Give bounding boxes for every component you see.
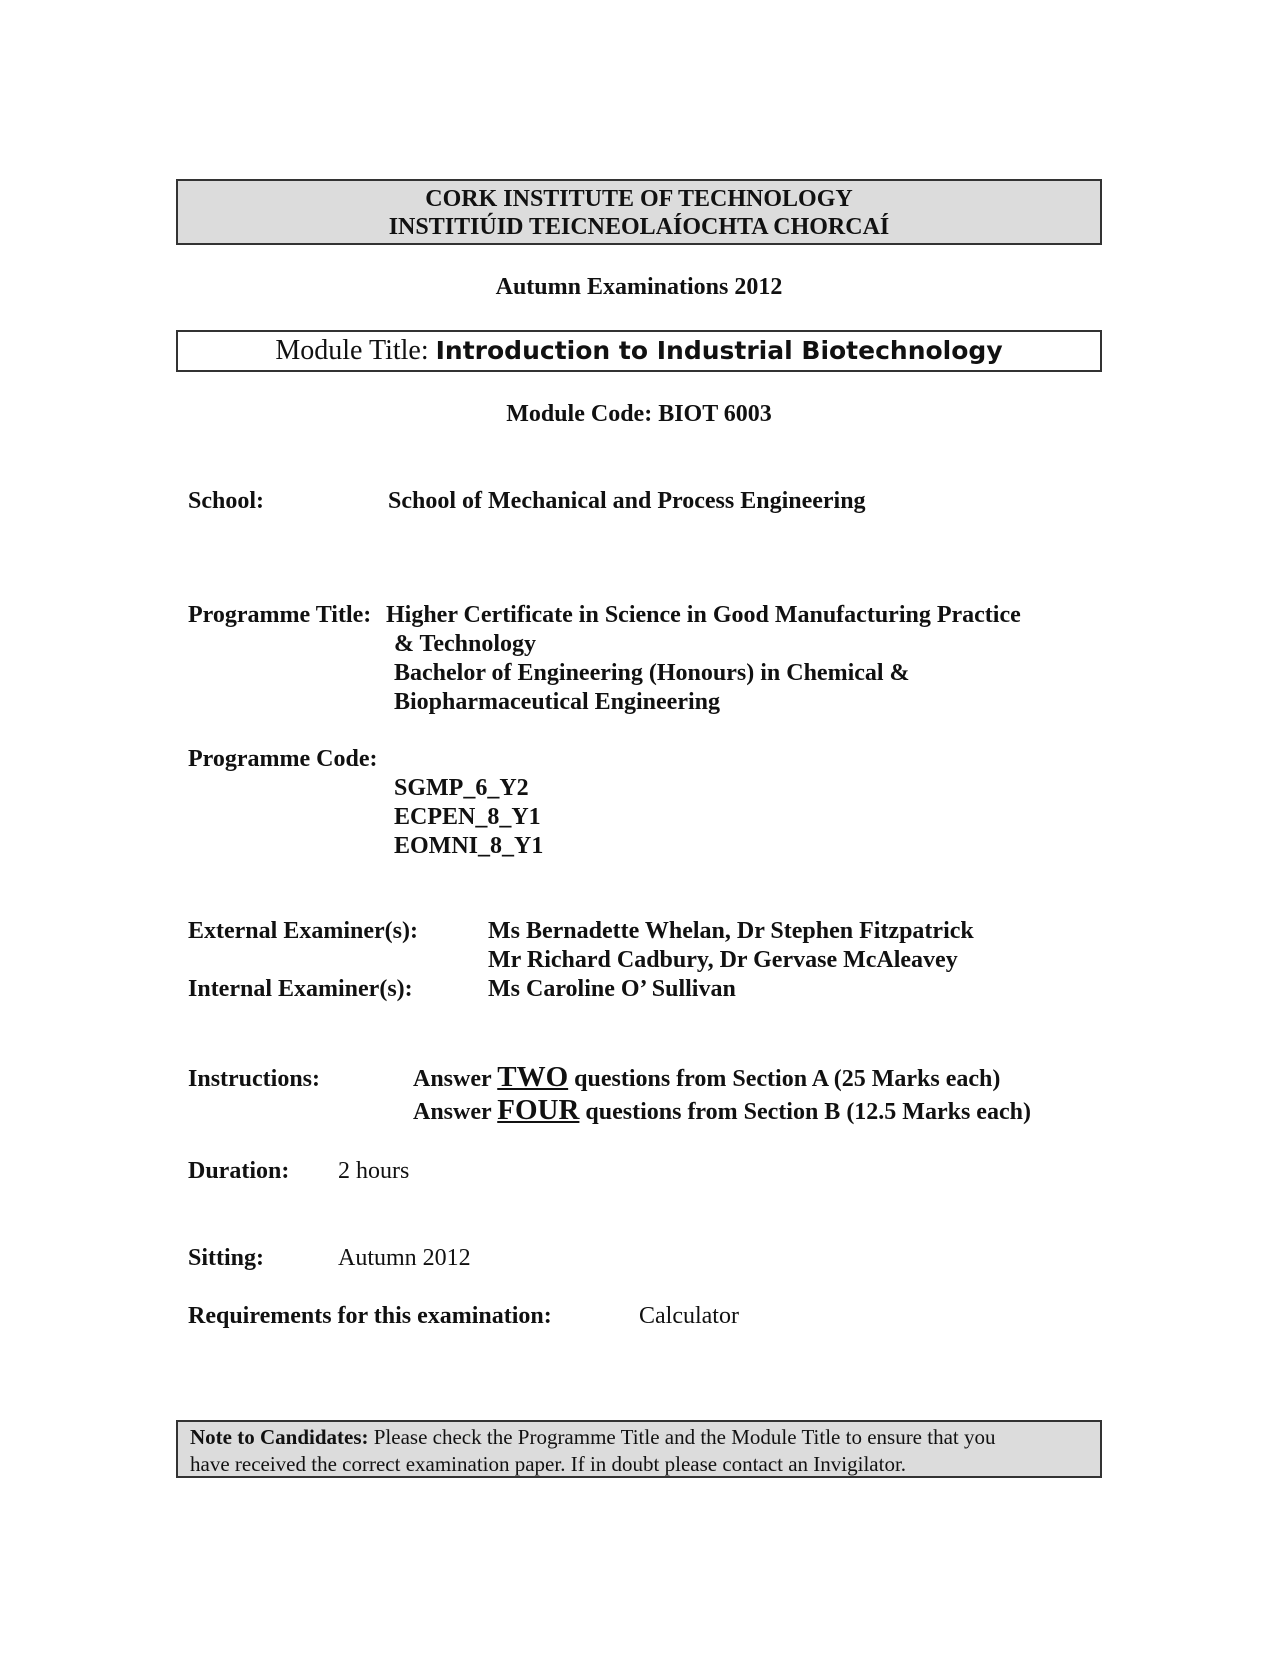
note-text: Please check the Programme Title and the Module Title to ensure that you (373, 1425, 996, 1449)
duration-label: Duration: (188, 1158, 290, 1184)
institution-header (176, 179, 1102, 245)
programme-code: EOMNI_8_Y1 (394, 833, 544, 859)
external-examiners-line: Mr Richard Cadbury, Dr Gervase McAleavey (488, 947, 958, 973)
exam-session: Autumn Examinations 2012 (495, 274, 783, 300)
institution-name-ga: INSTITIÚID TEICNEOLAÍOCHTA CHORCAÍ (388, 214, 890, 240)
instruction-suffix: questions from Section A (25 Marks each) (574, 1066, 1001, 1092)
note-text: have received the correct examination paper. If in doubt please contact an Invigilator. (190, 1452, 907, 1476)
internal-examiners-value: Ms Caroline O’ Sullivan (488, 976, 736, 1002)
external-examiners-label: External Examiner(s): (188, 918, 418, 944)
sitting-label: Sitting: (188, 1245, 265, 1271)
programme-title-line: & Technology (394, 631, 537, 657)
external-examiners-line: Ms Bernadette Whelan, Dr Stephen Fitzpatrick (488, 918, 974, 944)
sitting-value: Autumn 2012 (338, 1245, 471, 1271)
programme-code: ECPEN_8_Y1 (394, 804, 541, 830)
note-line (190, 1424, 1088, 1451)
programme-title-line: Higher Certificate in Science in Good Manufacturing Practice (386, 602, 1021, 628)
instruction-suffix: questions from Section B (12.5 Marks each) (585, 1099, 1031, 1125)
programme-title-label: Programme Title: (188, 602, 372, 628)
programme-code-label: Programme Code: (188, 746, 378, 772)
instruction-emphasis: TWO (497, 1061, 569, 1093)
school-label: School: (188, 488, 265, 514)
module-title-box (176, 330, 1102, 372)
module-title: Introduction to Industrial Biotechnology (435, 336, 1003, 365)
instruction-emphasis: FOUR (497, 1094, 580, 1126)
duration-value: 2 hours (338, 1158, 410, 1184)
programme-code: SGMP_6_Y2 (394, 775, 529, 801)
note-label: Note to Candidates: (190, 1425, 369, 1449)
internal-examiners-label: Internal Examiner(s): (188, 976, 413, 1002)
requirements-label: Requirements for this examination: (188, 1303, 552, 1329)
programme-title-line: Biopharmaceutical Engineering (394, 689, 720, 715)
module-title-label: Module Title: (275, 335, 429, 366)
instructions-label: Instructions: (188, 1066, 321, 1092)
module-code: Module Code: BIOT 6003 (506, 401, 772, 427)
instruction-line (413, 1096, 1031, 1127)
instruction-prefix: Answer (413, 1066, 492, 1092)
requirements-value: Calculator (639, 1303, 739, 1329)
note-to-candidates (176, 1420, 1102, 1478)
programme-title-line: Bachelor of Engineering (Honours) in Chemical & (394, 660, 910, 686)
instruction-prefix: Answer (413, 1099, 492, 1125)
institution-name-en: CORK INSTITUTE OF TECHNOLOGY (425, 186, 853, 212)
school-value: School of Mechanical and Process Engineering (388, 488, 866, 514)
instruction-line (413, 1063, 1000, 1094)
